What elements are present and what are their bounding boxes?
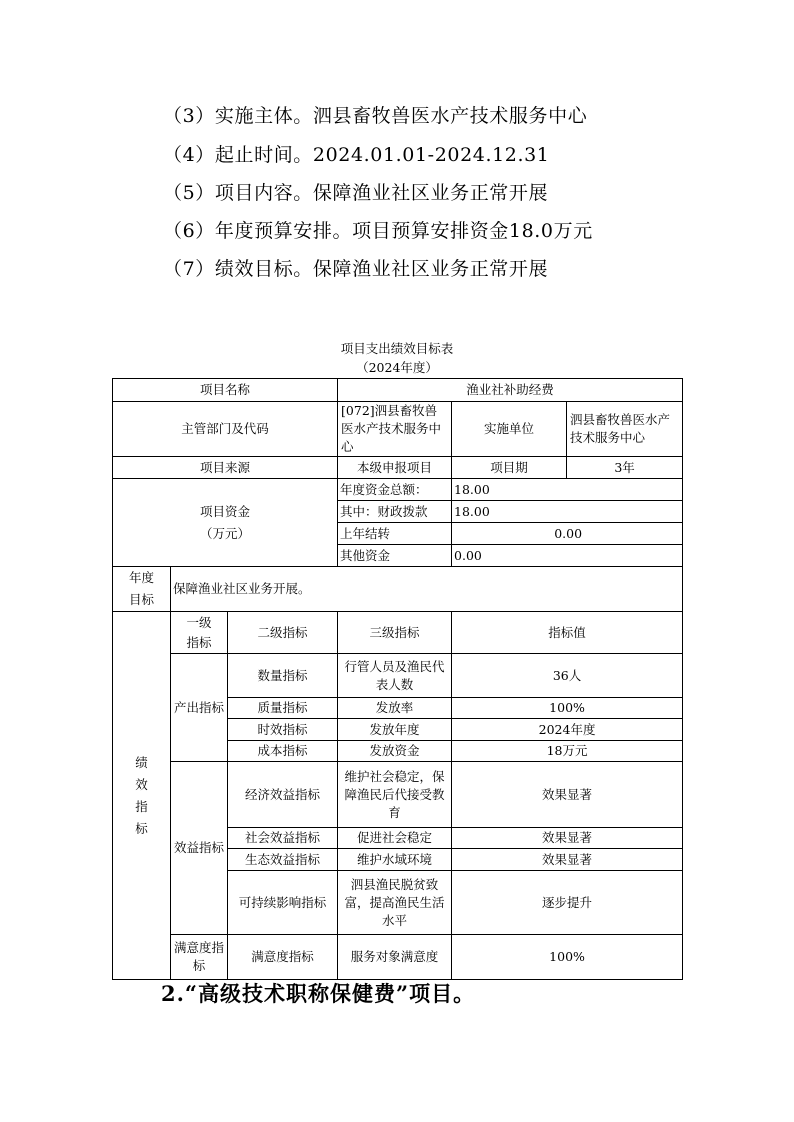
benefit-value-sustainable: 逐步提升 [452,871,683,935]
benefit-l2-social: 社会效益指标 [228,828,338,849]
benefit-value-economic: 效果显著 [452,762,683,828]
header-value: 指标值 [452,612,683,654]
benefit-l2-ecological: 生态效益指标 [228,849,338,871]
output-l3-cost: 发放资金 [338,741,452,762]
output-l2-quality: 质量指标 [228,698,338,719]
row-benefit-economic [113,762,683,828]
benefit-l3-economic: 维护社会稳定，保障渔民后代接受教育 [338,762,452,828]
output-value-timeliness: 2024年度 [452,719,683,741]
paragraph-implementer: （3）实施主体。泗县畜牧兽医水产技术服务中心 [163,105,588,127]
paragraph-content: （5）项目内容。保障渔业社区业务正常开展 [163,182,549,204]
project-name-label: 项目名称 [113,379,338,402]
output-value-quality: 100% [452,698,683,719]
header-level2: 二级指标 [228,612,338,654]
output-value-quantity: 36人 [452,654,683,698]
benefit-value-social: 效果显著 [452,828,683,849]
paragraph-period: （4）起止时间。2024.01.01-2024.12.31 [163,144,550,166]
row-output-quantity [113,654,683,698]
output-value-cost: 18万元 [452,741,683,762]
funds-carryover-value: 0.00 [452,523,683,545]
paragraph-goal: （7）绩效目标。保障渔业社区业务正常开展 [163,258,549,280]
benefit-l3-social: 促进社会稳定 [338,828,452,849]
row-indicator-headers [113,612,683,654]
project-name-value: 渔业社补助经费 [338,379,683,402]
benefit-l3-ecological: 维护水域环境 [338,849,452,871]
benefit-l2-sustainable: 可持续影响指标 [228,871,338,935]
benefit-label: 效益指标 [171,762,228,935]
benefit-l3-sustainable: 泗县渔民脱贫致富，提高渔民生活水平 [338,871,452,935]
output-l3-timeliness: 发放年度 [338,719,452,741]
funds-fiscal-label: 其中：财政拨款 [338,501,452,523]
row-annual-goal [113,567,683,612]
next-project-heading: 2.“高级技术职称保健费”项目。 [161,981,476,1006]
row-funds-total [113,479,683,501]
paragraph-budget: （6）年度预算安排。项目预算安排资金18.0万元 [163,220,593,242]
output-l2-timeliness: 时效指标 [228,719,338,741]
row-project-name [113,379,683,402]
header-level1: 一级指标 [171,612,228,654]
row-department [113,402,683,457]
source-label: 项目来源 [113,457,338,479]
impl-value: 泗县畜牧兽医水产技术服务中心 [567,402,683,457]
funds-label: 项目资金（万元） [113,479,338,567]
funds-fiscal-value: 18.00 [452,501,683,523]
satisfaction-value: 100% [452,935,683,980]
funds-total-value: 18.00 [452,479,683,501]
period-value: 3年 [567,457,683,479]
annual-goal-label: 年度目标 [113,567,171,612]
satisfaction-l3: 服务对象满意度 [338,935,452,980]
row-satisfaction [113,935,683,980]
performance-table [112,378,683,980]
funds-other-value: 0.00 [452,545,683,567]
source-value: 本级申报项目 [338,457,452,479]
output-l2-quantity: 数量指标 [228,654,338,698]
dept-value: [072]泗县畜牧兽医水产技术服务中心 [338,402,452,457]
dept-label: 主管部门及代码 [113,402,338,457]
funds-other-label: 其他资金 [338,545,452,567]
impl-label: 实施单位 [452,402,567,457]
annual-goal-text: 保障渔业社区业务开展。 [171,567,683,612]
row-source [113,457,683,479]
benefit-l2-economic: 经济效益指标 [228,762,338,828]
satisfaction-l2: 满意度指标 [228,935,338,980]
funds-carryover-label: 上年结转 [338,523,452,545]
indicators-label: 绩效指标 [113,612,171,980]
period-label: 项目期 [452,457,567,479]
output-l3-quality: 发放率 [338,698,452,719]
output-l3-quantity: 行管人员及渔民代表人数 [338,654,452,698]
header-level3: 三级指标 [338,612,452,654]
benefit-value-ecological: 效果显著 [452,849,683,871]
table-year: （2024年度） [356,360,438,375]
output-label: 产出指标 [171,654,228,762]
output-l2-cost: 成本指标 [228,741,338,762]
satisfaction-label: 满意度指标 [171,935,228,980]
funds-total-label: 年度资金总额： [338,479,452,501]
table-title: 项目支出绩效目标表 [340,341,454,356]
